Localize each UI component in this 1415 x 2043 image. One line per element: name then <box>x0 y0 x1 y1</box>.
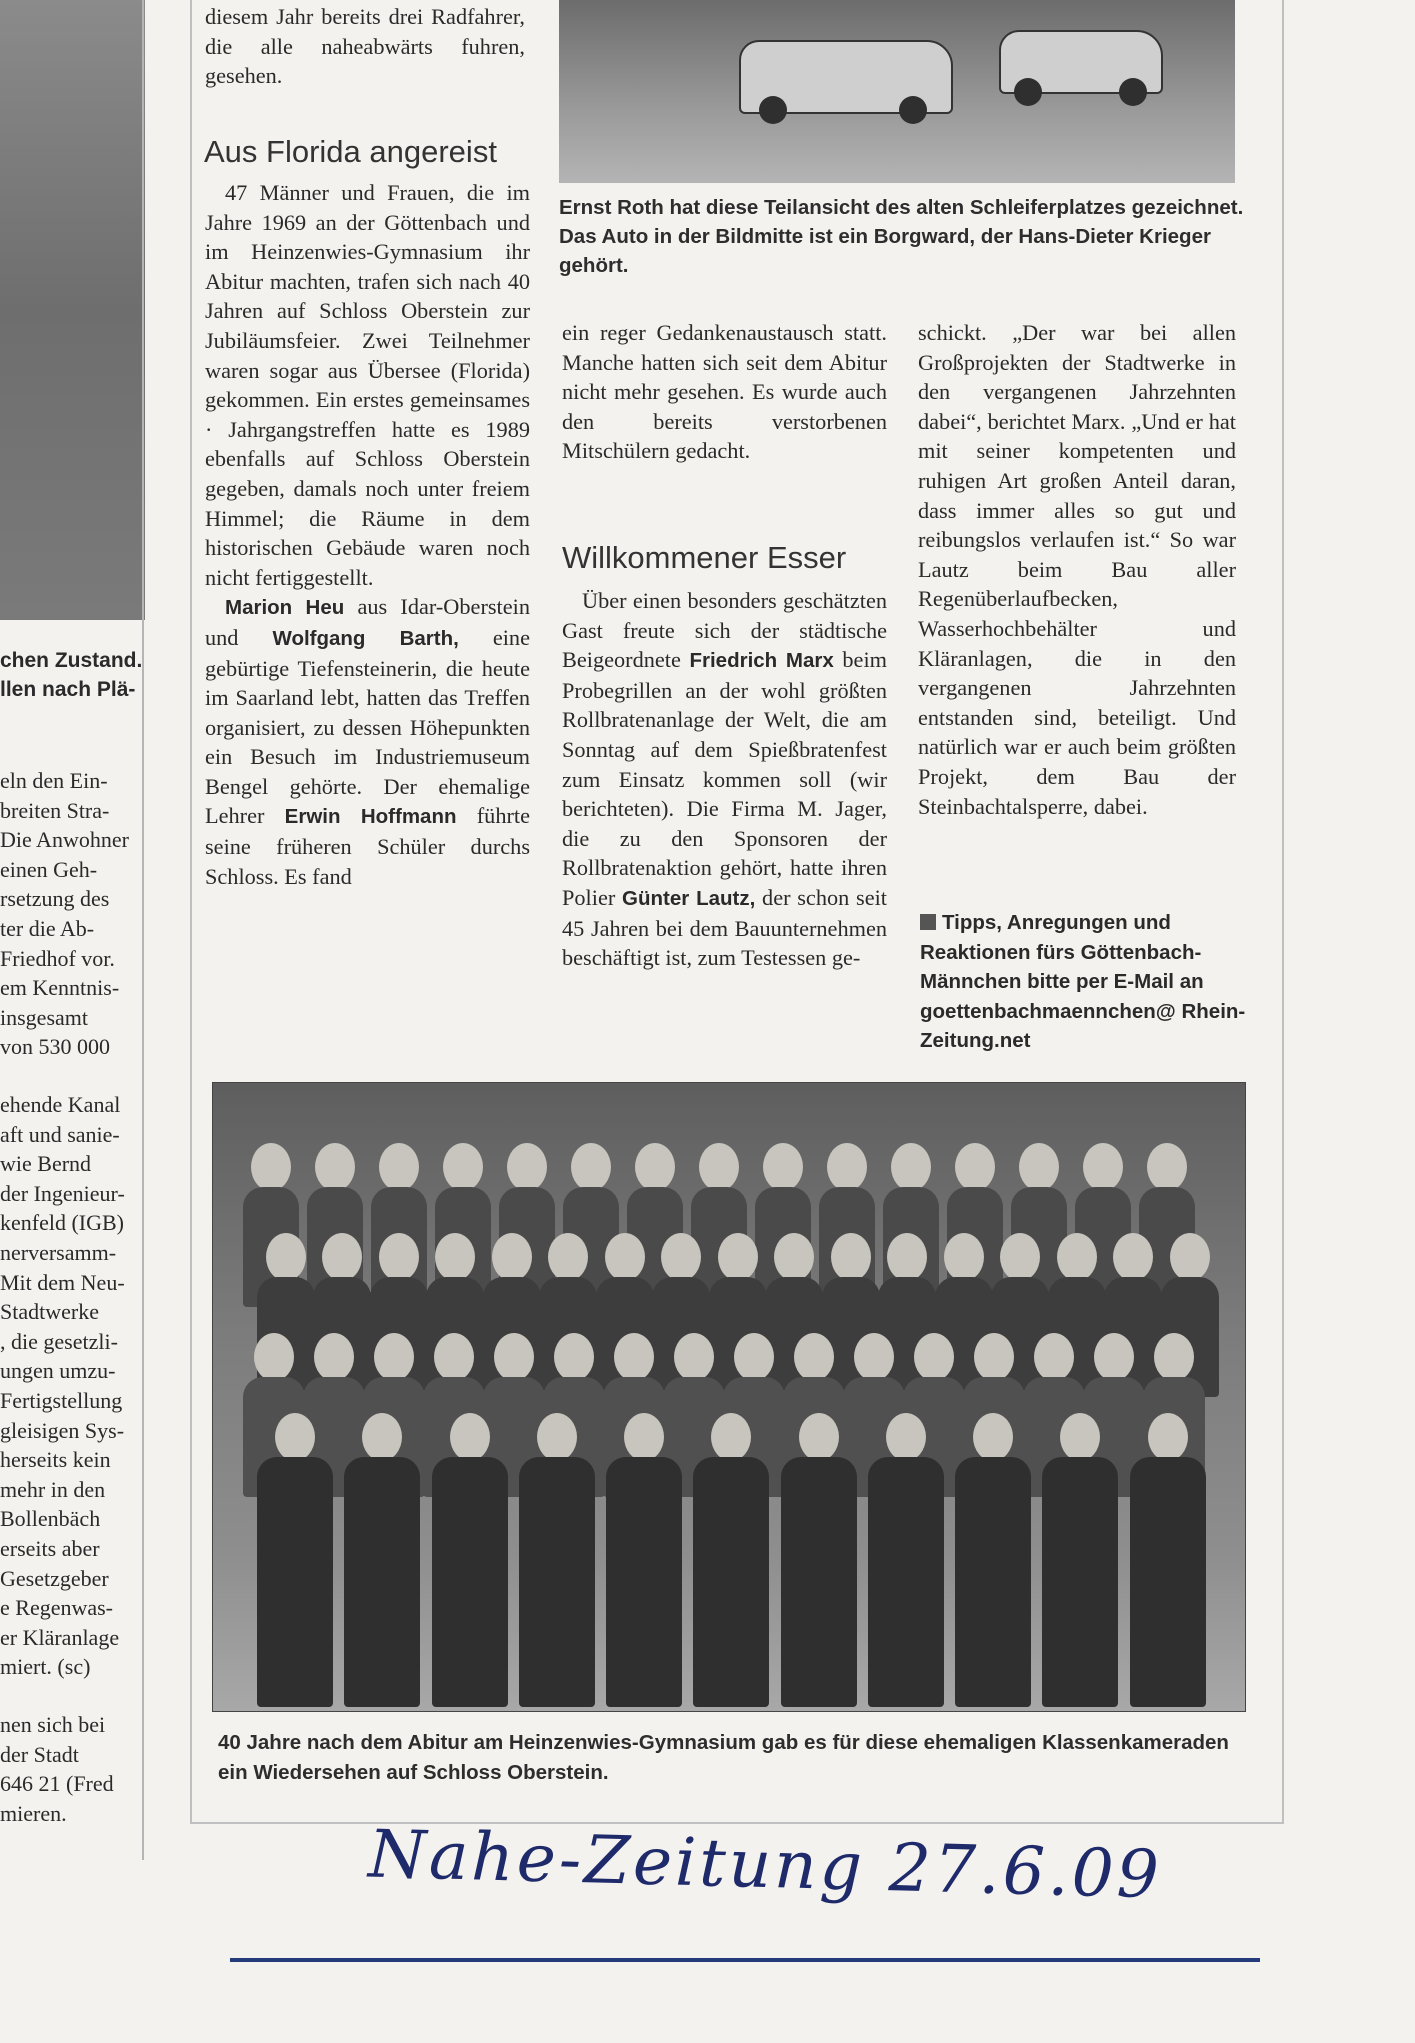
person-head <box>379 1143 419 1191</box>
person-head <box>1154 1333 1194 1381</box>
person-head <box>674 1333 714 1381</box>
column-divider <box>142 0 144 1860</box>
person-head <box>1034 1333 1074 1381</box>
clipped-line: breiten Stra- <box>0 797 110 823</box>
person-head <box>266 1233 306 1281</box>
person-head <box>763 1143 803 1191</box>
person-head <box>1147 1143 1187 1191</box>
clipped-line: em Kenntnis- <box>0 975 120 1001</box>
person-head <box>614 1333 654 1381</box>
square-bullet-icon <box>920 914 936 930</box>
paragraph <box>562 586 887 973</box>
person-head <box>362 1413 402 1461</box>
article-column-1 <box>205 2 525 91</box>
clipped-text-a <box>0 766 129 1062</box>
text-run: führte seine früheren Schüler durchs Schloss. Es fand <box>205 803 530 889</box>
heading-willkommener-esser: Willkommener Esser <box>562 540 847 575</box>
article-column-2 <box>562 318 887 466</box>
person-head <box>1083 1143 1123 1191</box>
article-column-3 <box>918 318 1236 821</box>
clipped-line: der Stadt <box>0 1741 79 1767</box>
tips-text: Tipps, Anregungen und Reaktionen fürs Göttenbach-Männchen bitte per E-Mail an goettenbachmaennchen@ Rhein-Zeitung.net <box>920 911 1246 1052</box>
caption-line: llen nach Plä- <box>0 678 136 701</box>
clipped-text-b <box>0 1090 125 1682</box>
clipped-line: herseits kein <box>0 1447 111 1473</box>
paragraph: ein reger Gedankenaustausch statt. Manche hatten sich seit dem Abitur nicht mehr gesehen. Es wurde auch den bereits verstorbenen Mitschülern gedacht. <box>562 320 887 464</box>
person-head <box>661 1233 701 1281</box>
wheel-shape <box>1014 78 1042 106</box>
clipped-line: ter die Ab- <box>0 915 95 941</box>
clipped-line: miert. (sc) <box>0 1654 91 1680</box>
person-head <box>275 1413 315 1461</box>
text-run: der schon seit 45 Jahren bei dem Bauunternehmen beschäftigt ist, zum Testessen ge- <box>562 884 887 971</box>
clipped-line: gleisigen Sys- <box>0 1417 125 1443</box>
person-head <box>605 1233 645 1281</box>
person-head <box>886 1413 926 1461</box>
person-head <box>955 1143 995 1191</box>
clipped-line: insgesamt <box>0 1004 88 1030</box>
person-head <box>571 1143 611 1191</box>
person-head <box>887 1233 927 1281</box>
person-body <box>519 1457 595 1707</box>
wheel-shape <box>1119 78 1147 106</box>
person-head <box>914 1333 954 1381</box>
person-head <box>831 1233 871 1281</box>
clipped-line: erseits aber <box>0 1535 100 1561</box>
person-head <box>699 1143 739 1191</box>
person-body <box>1042 1457 1118 1707</box>
clipped-line: kenfeld (IGB) <box>0 1210 125 1236</box>
paragraph: 47 Männer und Frauen, die im Jahre 1969 an der Göttenbach und im Heinzenwies-Gymnasium ihr Abitur machten, trafen sich nach 40 Jahren auf Schloss Oberstein zur Jubiläumsfeier. Zwei Teilnehmer waren sogar aus Übersee (Florida) gekommen. Ein erstes gemeinsames · Jahrgangstreffen hatte es 1989 ebenfalls auf Schloss Oberstein gegeben, damals noch unter freiem Himmel; die Räume in dem historischen Gebäude waren noch nicht fertiggestellt. <box>205 180 530 590</box>
person-name: Günter Lautz, <box>622 886 756 910</box>
person-head <box>1094 1333 1134 1381</box>
handwritten-source-note: Nahe-Zeitung 27.6.09 <box>367 1815 1163 1914</box>
person-body <box>1130 1457 1206 1707</box>
person-head <box>554 1333 594 1381</box>
text-run: eine gebürtige Tiefensteinerin, die heute im Saarland lebt, hatten das Treffen organisiert, zu dessen Höhepunkten ein Besuch im Industriemuseum Bengel gehörte. Der ehemalige Lehrer <box>205 624 530 829</box>
clipped-line: Friedhof vor. <box>0 945 115 971</box>
group-photo <box>212 1082 1246 1712</box>
clipped-line: Die Anwohner <box>0 827 129 853</box>
wheel-shape <box>759 96 787 124</box>
person-body <box>257 1457 333 1707</box>
clipped-line: Fertigstellung <box>0 1387 123 1413</box>
person-head <box>1000 1233 1040 1281</box>
person-head <box>443 1143 483 1191</box>
person-head <box>718 1233 758 1281</box>
clipped-line: Gesetzgeber <box>0 1565 109 1591</box>
clipped-line: e Regenwas- <box>0 1595 114 1621</box>
person-name: Wolfgang Barth, <box>272 626 459 650</box>
person-head <box>434 1333 474 1381</box>
heading-aus-florida: Aus Florida angereist <box>204 134 497 169</box>
column-text-continued: diesem Jahr bereits drei Radfahrer, die alle naheabwärts fuhren, gesehen. <box>205 4 525 89</box>
article-column-1-body <box>205 178 530 891</box>
person-head <box>794 1333 834 1381</box>
article-column-2-body <box>562 586 887 973</box>
wheel-shape <box>899 96 927 124</box>
person-head <box>827 1143 867 1191</box>
sketch-caption: Ernst Roth hat diese Teilansicht des alten Schleiferplatzes gezeichnet. Das Auto in der Bildmitte ist ein Borgward, der Hans-Dieter Krieger gehört. <box>559 196 1244 277</box>
left-clipped-column <box>0 0 145 1860</box>
clipped-line: nen sich bei <box>0 1712 106 1737</box>
bottom-rule <box>230 1958 1260 1962</box>
clipped-line: er Kläranlage <box>0 1624 120 1650</box>
clipped-line: einen Geh- <box>0 856 98 882</box>
person-body <box>693 1457 769 1707</box>
clipped-caption <box>0 646 142 704</box>
clipped-line: Bollenbäch <box>0 1506 101 1532</box>
person-name: Friedrich Marx <box>689 649 834 673</box>
person-body <box>606 1457 682 1707</box>
person-head <box>635 1143 675 1191</box>
person-head <box>891 1143 931 1191</box>
text-run: Über einen besonders geschätzten Gast freute sich der städtische Beigeordnete <box>562 588 887 673</box>
person-head <box>1019 1143 1059 1191</box>
clipped-text-c <box>0 1710 114 1828</box>
person-head <box>492 1233 532 1281</box>
person-body <box>432 1457 508 1707</box>
group-photo-caption: 40 Jahre nach dem Abitur am Heinzenwies-Gymnasium gab es für diese ehemaligen Klassenkameraden ein Wiedersehen auf Schloss Oberstein. <box>218 1731 1229 1784</box>
paragraph: schickt. „Der war bei allen Großprojekten der Stadtwerke in den vergangenen Jahrzehnten dabei“, berichtet Marx. „Und er hat mit seiner kompetenten und ruhigen Art großen Anteil daran, dass immer alles so gut und reibungslos verlaufen ist.“ So war Lautz beim Bau aller Regenüberlaufbecken, Wasserhochbehälter und Kläranlagen, die in den vergangenen Jahrzehnten entstanden sind, beteiligt. Und natürlich war er auch beim größten Projekt, dem Bau der Steinbachtalsperre, dabei. <box>918 320 1236 819</box>
person-name: Marion Heu <box>225 596 345 620</box>
clipped-line: Mit dem Neu- <box>0 1269 125 1295</box>
clipped-line: , die gesetzli- <box>0 1328 118 1354</box>
person-head <box>374 1333 414 1381</box>
person-head <box>254 1333 294 1381</box>
person-head <box>734 1333 774 1381</box>
person-head <box>314 1333 354 1381</box>
clipped-line: mieren. <box>0 1800 67 1826</box>
person-head <box>379 1233 419 1281</box>
person-head <box>537 1413 577 1461</box>
tips-box <box>920 908 1255 1056</box>
clipped-line: eln den Ein- <box>0 768 108 793</box>
person-head <box>799 1413 839 1461</box>
text-run: aus Idar-Oberstein und <box>205 594 530 650</box>
person-body <box>868 1457 944 1707</box>
clipped-line: wie Bernd <box>0 1151 92 1177</box>
clipped-line: ehende Kanal <box>0 1092 121 1117</box>
person-head <box>854 1333 894 1381</box>
person-head <box>450 1413 490 1461</box>
person-head <box>944 1233 984 1281</box>
text-run: beim Probegrillen an der wohl größten Rollbratenanlage der Welt, die am Sonntag auf dem Spießbratenfest zum Einsatz kommen soll (wir berichteten). Die Firma M. Jager, die zu den Sponsoren der Rollbratenaktion gehört, hatte ihren Polier <box>562 647 887 910</box>
person-head <box>973 1413 1013 1461</box>
person-head <box>1170 1233 1210 1281</box>
clipped-line: der Ingenieur- <box>0 1180 125 1206</box>
clipped-line: nerversamm- <box>0 1239 117 1265</box>
person-body <box>781 1457 857 1707</box>
person-body <box>344 1457 420 1707</box>
clipped-line: 646 21 (Fred <box>0 1771 114 1797</box>
sketch-image <box>559 0 1235 183</box>
clipped-line: mehr in den <box>0 1476 106 1502</box>
caption-line: chen Zustand. <box>0 649 143 672</box>
person-head <box>1148 1413 1188 1461</box>
clipped-line: aft und sanie- <box>0 1121 120 1147</box>
clipped-line: ungen umzu- <box>0 1358 116 1384</box>
person-head <box>624 1413 664 1461</box>
clipped-line: Stadtwerke <box>0 1299 99 1325</box>
clipped-line: rsetzung des <box>0 886 110 912</box>
paragraph <box>205 592 530 891</box>
person-body <box>955 1457 1031 1707</box>
person-head <box>974 1333 1014 1381</box>
person-head <box>251 1143 291 1191</box>
clipped-line: von 530 000 <box>0 1034 110 1060</box>
person-head <box>315 1143 355 1191</box>
person-name: Erwin Hoffmann <box>284 805 457 829</box>
person-head <box>494 1333 534 1381</box>
person-head <box>1057 1233 1097 1281</box>
person-head <box>1113 1233 1153 1281</box>
person-head <box>774 1233 814 1281</box>
person-head <box>507 1143 547 1191</box>
clipped-photo <box>0 0 145 620</box>
